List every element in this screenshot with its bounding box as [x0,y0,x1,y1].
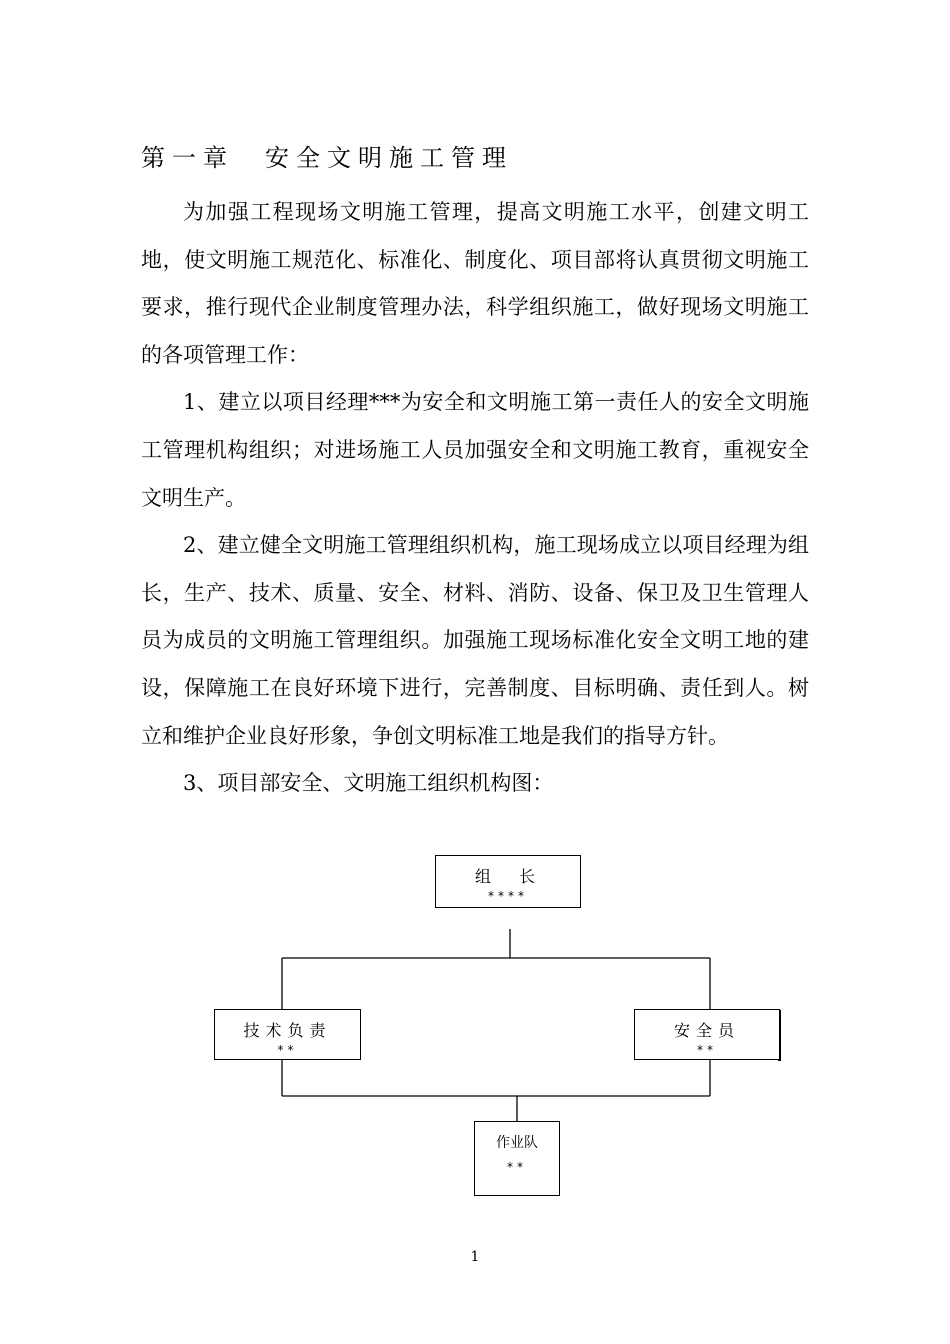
org-leader-name: **** [488,889,528,903]
org-safety-title: 安全员 [673,1021,740,1040]
org-box-safety [634,1009,780,1060]
paragraph-intro: 为加强工程现场文明施工管理，提高文明施工水平，创建文明工地，使文明施工规范化、标准化、制度化、项目部将认真贯彻文明施工要求，推行现代企业制度管理办法，科学组织施工，做好现场文明施工的各项管理工作： [141,200,809,367]
page-number: 1 [470,1249,480,1265]
org-leader-title: 组 长 [474,867,541,886]
org-box-technical [214,1009,361,1060]
org-technical-name: ** [277,1043,298,1057]
org-box-team [474,1121,560,1196]
org-box-leader [435,855,581,908]
org-team-name: ** [507,1160,527,1174]
paragraph-item-3: 3、项目部安全、文明施工组织机构图： [183,771,554,796]
chapter-title: 第一章 安全文明施工管理 [141,144,513,172]
paragraph-item-2: 2、建立健全文明施工管理组织机构，施工现场成立以项目经理为组长，生产、技术、质量、安全、材料、消防、设备、保卫及卫生管理人员为成员的文明施工管理组织。加强施工现场标准化安全文明工地的建设，保障施工在良好环境下进行，完善制度、目标明确、责任到人。树立和维护企业良好形象，争创文明标准工地是我们的指导方针。 [141,533,809,748]
org-technical-title: 技术负责 [243,1021,332,1040]
org-team-title: 作业队 [496,1135,538,1151]
org-safety-name: ** [697,1043,717,1057]
paragraph-item-1: 1、建立以项目经理***为安全和文明施工第一责任人的安全文明施工管理机构组织；对进场施工人员加强安全和文明施工教育，重视安全文明生产。 [141,390,809,510]
